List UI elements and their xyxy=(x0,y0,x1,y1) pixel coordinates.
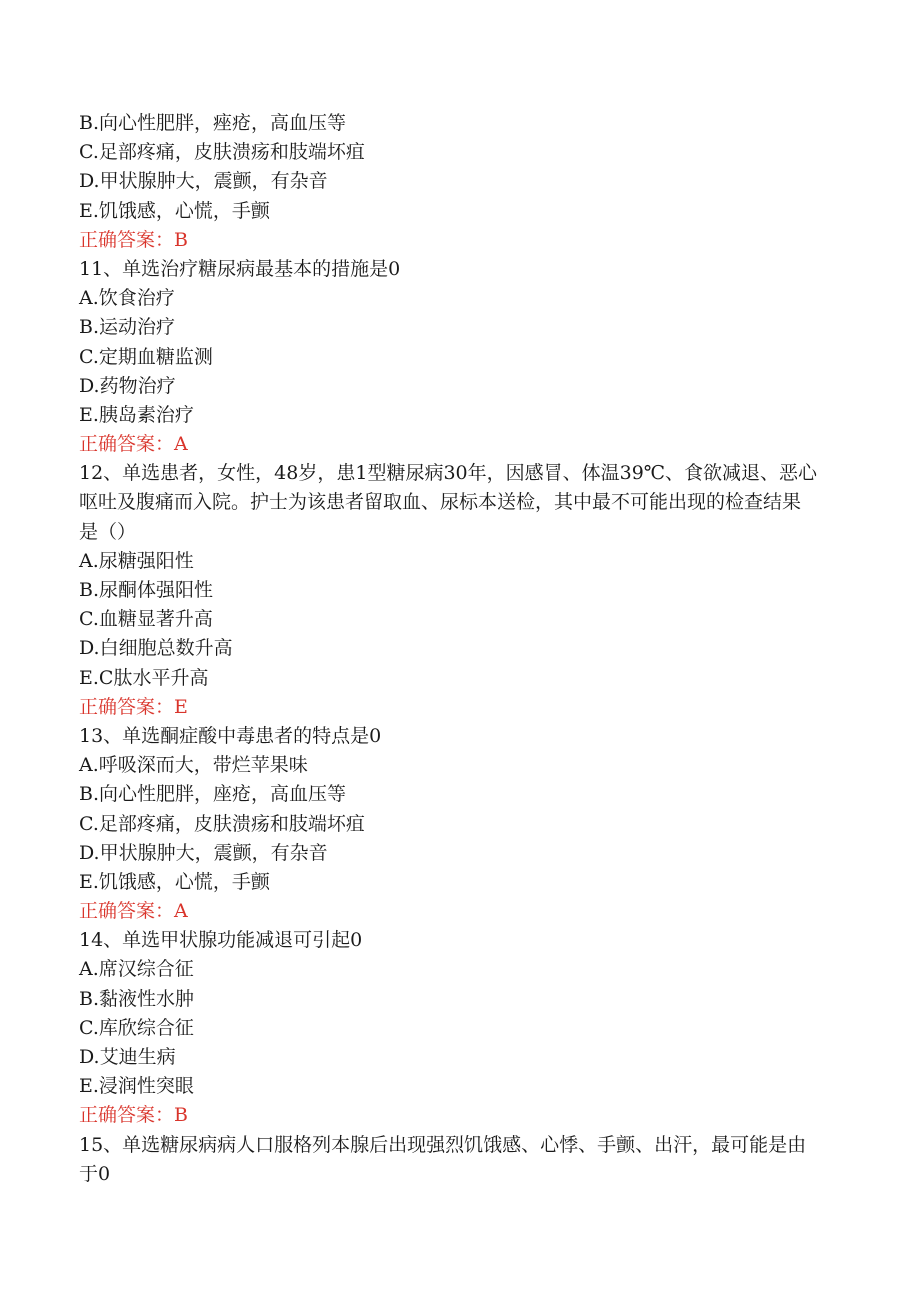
option-d: D.艾迪生病 xyxy=(79,1046,176,1069)
option-d: D.药物治疗 xyxy=(79,374,176,397)
option-b: B.向心性肥胖，痤疮，高血压等 xyxy=(79,112,347,134)
option-a: A.尿糖强阳性 xyxy=(79,549,194,572)
option-e: E.饥饿感，心慌，手颤 xyxy=(79,199,270,222)
document-page xyxy=(79,109,839,1189)
option-c: C.血糖显著升高 xyxy=(79,608,213,631)
option-b: B.黏液性水肿 xyxy=(79,987,195,1010)
question-13 xyxy=(79,722,839,926)
question-stem: 13、单选酮症酸中毒患者的特点是0 xyxy=(79,724,382,747)
option-c: C.足部疼痛，皮肤溃疡和肢端坏疽 xyxy=(79,812,365,835)
question-stem: 14、单选甲状腺功能减退可引起0 xyxy=(79,929,363,952)
option-e: E.胰岛素治疗 xyxy=(79,403,194,426)
question-12 xyxy=(79,459,839,722)
option-b: B.向心性肥胖，座疮，高血压等 xyxy=(79,783,347,806)
correct-answer: 正确答案：E xyxy=(79,695,188,718)
option-c: C.定期血糖监测 xyxy=(79,345,213,368)
option-b: B.尿酮体强阳性 xyxy=(79,579,214,602)
option-e: E.C肽水平升高 xyxy=(79,666,209,689)
option-a: A.呼吸深而大，带烂苹果味 xyxy=(79,754,308,777)
correct-answer: 正确答案：B xyxy=(79,228,188,251)
option-b: B.运动治疗 xyxy=(79,316,176,339)
option-d: D.甲状腺肿大，震颤，有杂音 xyxy=(79,841,328,864)
question-11 xyxy=(79,255,839,459)
question-stem: 15、单选糖尿病病人口服格列本腺后出现强烈饥饿感、心悸、手颤、出汗，最可能是由于0 xyxy=(79,1133,807,1185)
correct-answer: 正确答案：B xyxy=(79,1104,188,1127)
question-10-tail xyxy=(79,109,839,255)
option-c: C.库欣综合征 xyxy=(79,1016,194,1039)
option-e: E.浸润性突眼 xyxy=(79,1075,194,1098)
question-14 xyxy=(79,926,839,1130)
option-c: C.足部疼痛，皮肤溃疡和肢端坏疽 xyxy=(79,141,365,164)
question-stem: 11、单选治疗糖尿病最基本的措施是0 xyxy=(79,257,401,280)
question-15 xyxy=(79,1131,839,1189)
question-stem: 12、单选患者，女性，48岁，患1型糖尿病30年，因感冒、体温39℃、食欲减退、恶心呕吐及腹痛而入院。护士为该患者留取血、尿标本送检，其中最不可能出现的检查结果是（） xyxy=(79,462,818,543)
correct-answer: 正确答案：A xyxy=(79,900,188,923)
option-d: D.甲状腺肿大，震颤，有杂音 xyxy=(79,170,328,193)
correct-answer: 正确答案：A xyxy=(79,433,188,456)
option-a: A.饮食治疗 xyxy=(79,287,175,310)
option-d: D.白细胞总数升高 xyxy=(79,637,233,660)
option-e: E.饥饿感，心慌，手颤 xyxy=(79,870,270,893)
option-a: A.席汉综合征 xyxy=(79,958,194,981)
